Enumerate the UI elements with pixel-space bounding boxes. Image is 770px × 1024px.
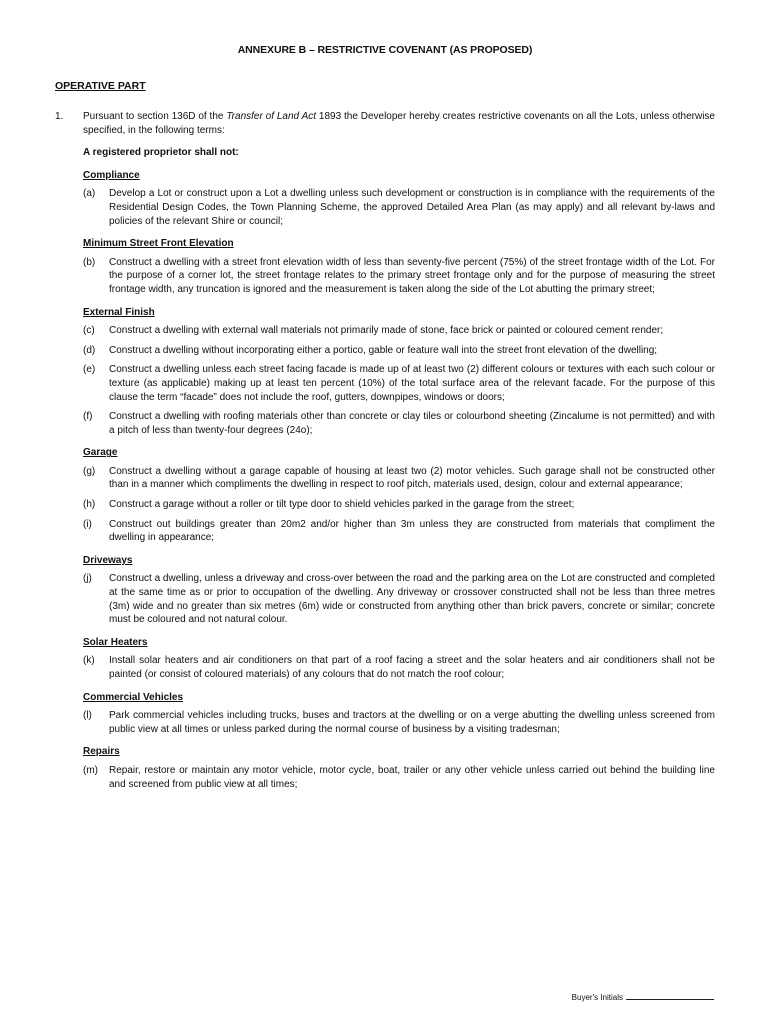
clause-item [83,654,715,681]
clause-label: (i) [83,518,92,530]
clause-label: (b) [83,256,96,268]
section-heading: Minimum Street Front Elevation [83,238,234,250]
clause-item [83,324,715,338]
paragraph-number: 1. [55,111,64,122]
clause-label: (g) [83,465,96,477]
clause-label: (l) [83,710,92,722]
clause-item [83,410,715,437]
numbered-paragraph [55,110,715,791]
section-heading: Driveways [83,554,133,566]
section-heading: Repairs [83,746,120,758]
clause-item [83,709,715,736]
section-heading: Compliance [83,169,140,181]
covenant-sections [83,169,715,791]
clause-text: Construct a dwelling unless each street facing facade is made up of at least two (2) different colours or textures with each such colour or texture (as applicable) making up at least ten percent (10%) of the total surface area of the relevant facade. For the purpose of this clause the term “facade” does not include the roof, gutters, downpipes, windows or doors; [109,364,715,403]
clause-text: Construct a dwelling with roofing materials other than concrete or clay tiles or colourbond sheeting (Zincalume is not permitted) and with a pitch of less than twenty-four degrees (24o); [109,411,715,436]
clause-text: Install solar heaters and air conditioners on that part of a roof facing a street and the solar heaters and air conditioners shall not be painted (or consist of coloured materials) of any colours that do not match the roof colour; [109,655,715,680]
clause-item [83,572,715,626]
clause-text: Construct a dwelling with a street front elevation width of less than seventy-five percent (75%) of the street frontage width of the Lot. For the purpose of a corner lot, the street frontage relates to the primary street frontage only and for the purpose of measuring the street frontage width, any truncation is ignored and the measurement is taken along the side of the Lot abutting the primary street; [109,256,715,295]
clause-label: (d) [83,344,96,356]
clause-label: (m) [83,764,98,776]
section-heading: External Finish [83,306,155,318]
intro-text-1: Pursuant to section 136D of the [83,111,227,122]
clause-text: Develop a Lot or construct upon a Lot a dwelling unless such development or construction is in compliance with the requirements of the Residential Design Codes, the Town Planning Scheme, the approved Detailed Area Plan (as may apply) and all relevant by-laws and policies of the relevant Shire or council; [109,188,715,227]
buyers-initials [572,992,714,1002]
registered-proprietor-line: A registered proprietor shall not: [83,147,239,159]
clause-text: Construct a dwelling with external wall materials not primarily made of stone, face brick or painted or coloured cement render; [109,325,664,337]
clause-label: (e) [83,364,96,376]
clause-item [83,465,715,492]
clause-text: Construct a garage without a roller or tilt type door to shield vehicles parked in the garage from the street; [109,499,575,511]
clause-item [83,256,715,297]
section-heading: Garage [83,447,118,459]
clause-item [83,498,715,512]
clause-label: (c) [83,325,95,337]
clause-text: Construct a dwelling without incorporating either a portico, gable or feature wall into the street front elevation of the dwelling; [109,344,658,356]
clause-label: (k) [83,655,95,667]
clause-text: Construct out buildings greater than 20m2 and/or higher than 3m unless they are constructed from materials that compliment the dwelling in appearance; [109,518,715,544]
clause-text: Construct a dwelling without a garage capable of housing at least two (2) motor vehicles. Such garage shall not be constructed other than in a manner which compliments the dwelling in respect to roof pitch, materials used, design, colour and external appearance; [109,465,715,491]
document-title: ANNEXURE B – RESTRICTIVE COVENANT (AS PROPOSED) [237,44,533,56]
clause-label: (h) [83,499,96,511]
clause-text: Repair, restore or maintain any motor vehicle, motor cycle, boat, trailer or any other vehicle unless carried out behind the building line and screened from public view at all times; [109,764,715,790]
clause-item [83,187,715,228]
act-name: Transfer of Land Act [226,111,317,122]
clause-item [83,344,715,358]
clause-text: Construct a dwelling, unless a driveway and cross-over between the road and the parking area on the Lot are constructed and completed at the same time as or prior to occupation of the dwelling. Any driveway or crossover constructed shall not be less than three metres (3m) wide and no greater than six metres (6m) wide or constructed from anything other than brick pavers, concrete or similar; concrete must be coloured and not natural colour. [109,573,715,626]
clause-text: Park commercial vehicles including trucks, buses and tractors at the dwelling or on a verge abutting the dwelling unless screened from public view at all times or unless parked during the normal course of business by a visiting tradesman; [109,710,715,735]
operative-part-heading: OPERATIVE PART [55,80,146,92]
clause-item [83,363,715,404]
clause-item [83,764,715,791]
initials-line[interactable] [626,992,714,1000]
clause-label: (a) [83,188,96,200]
section-heading: Commercial Vehicles [83,691,184,703]
buyers-initials-label: Buyer's Initials [571,993,623,1002]
section-heading: Solar Heaters [83,636,148,648]
intro-paragraph [83,110,715,137]
intro-text-2: 1893 the Developer hereby creates restrictive covenants on all the Lots, unless otherwise specified, in the following terms: [83,111,715,136]
clause-item [83,518,715,545]
clause-label: (f) [83,411,93,423]
document-body [55,110,715,791]
clause-label: (j) [83,573,92,585]
